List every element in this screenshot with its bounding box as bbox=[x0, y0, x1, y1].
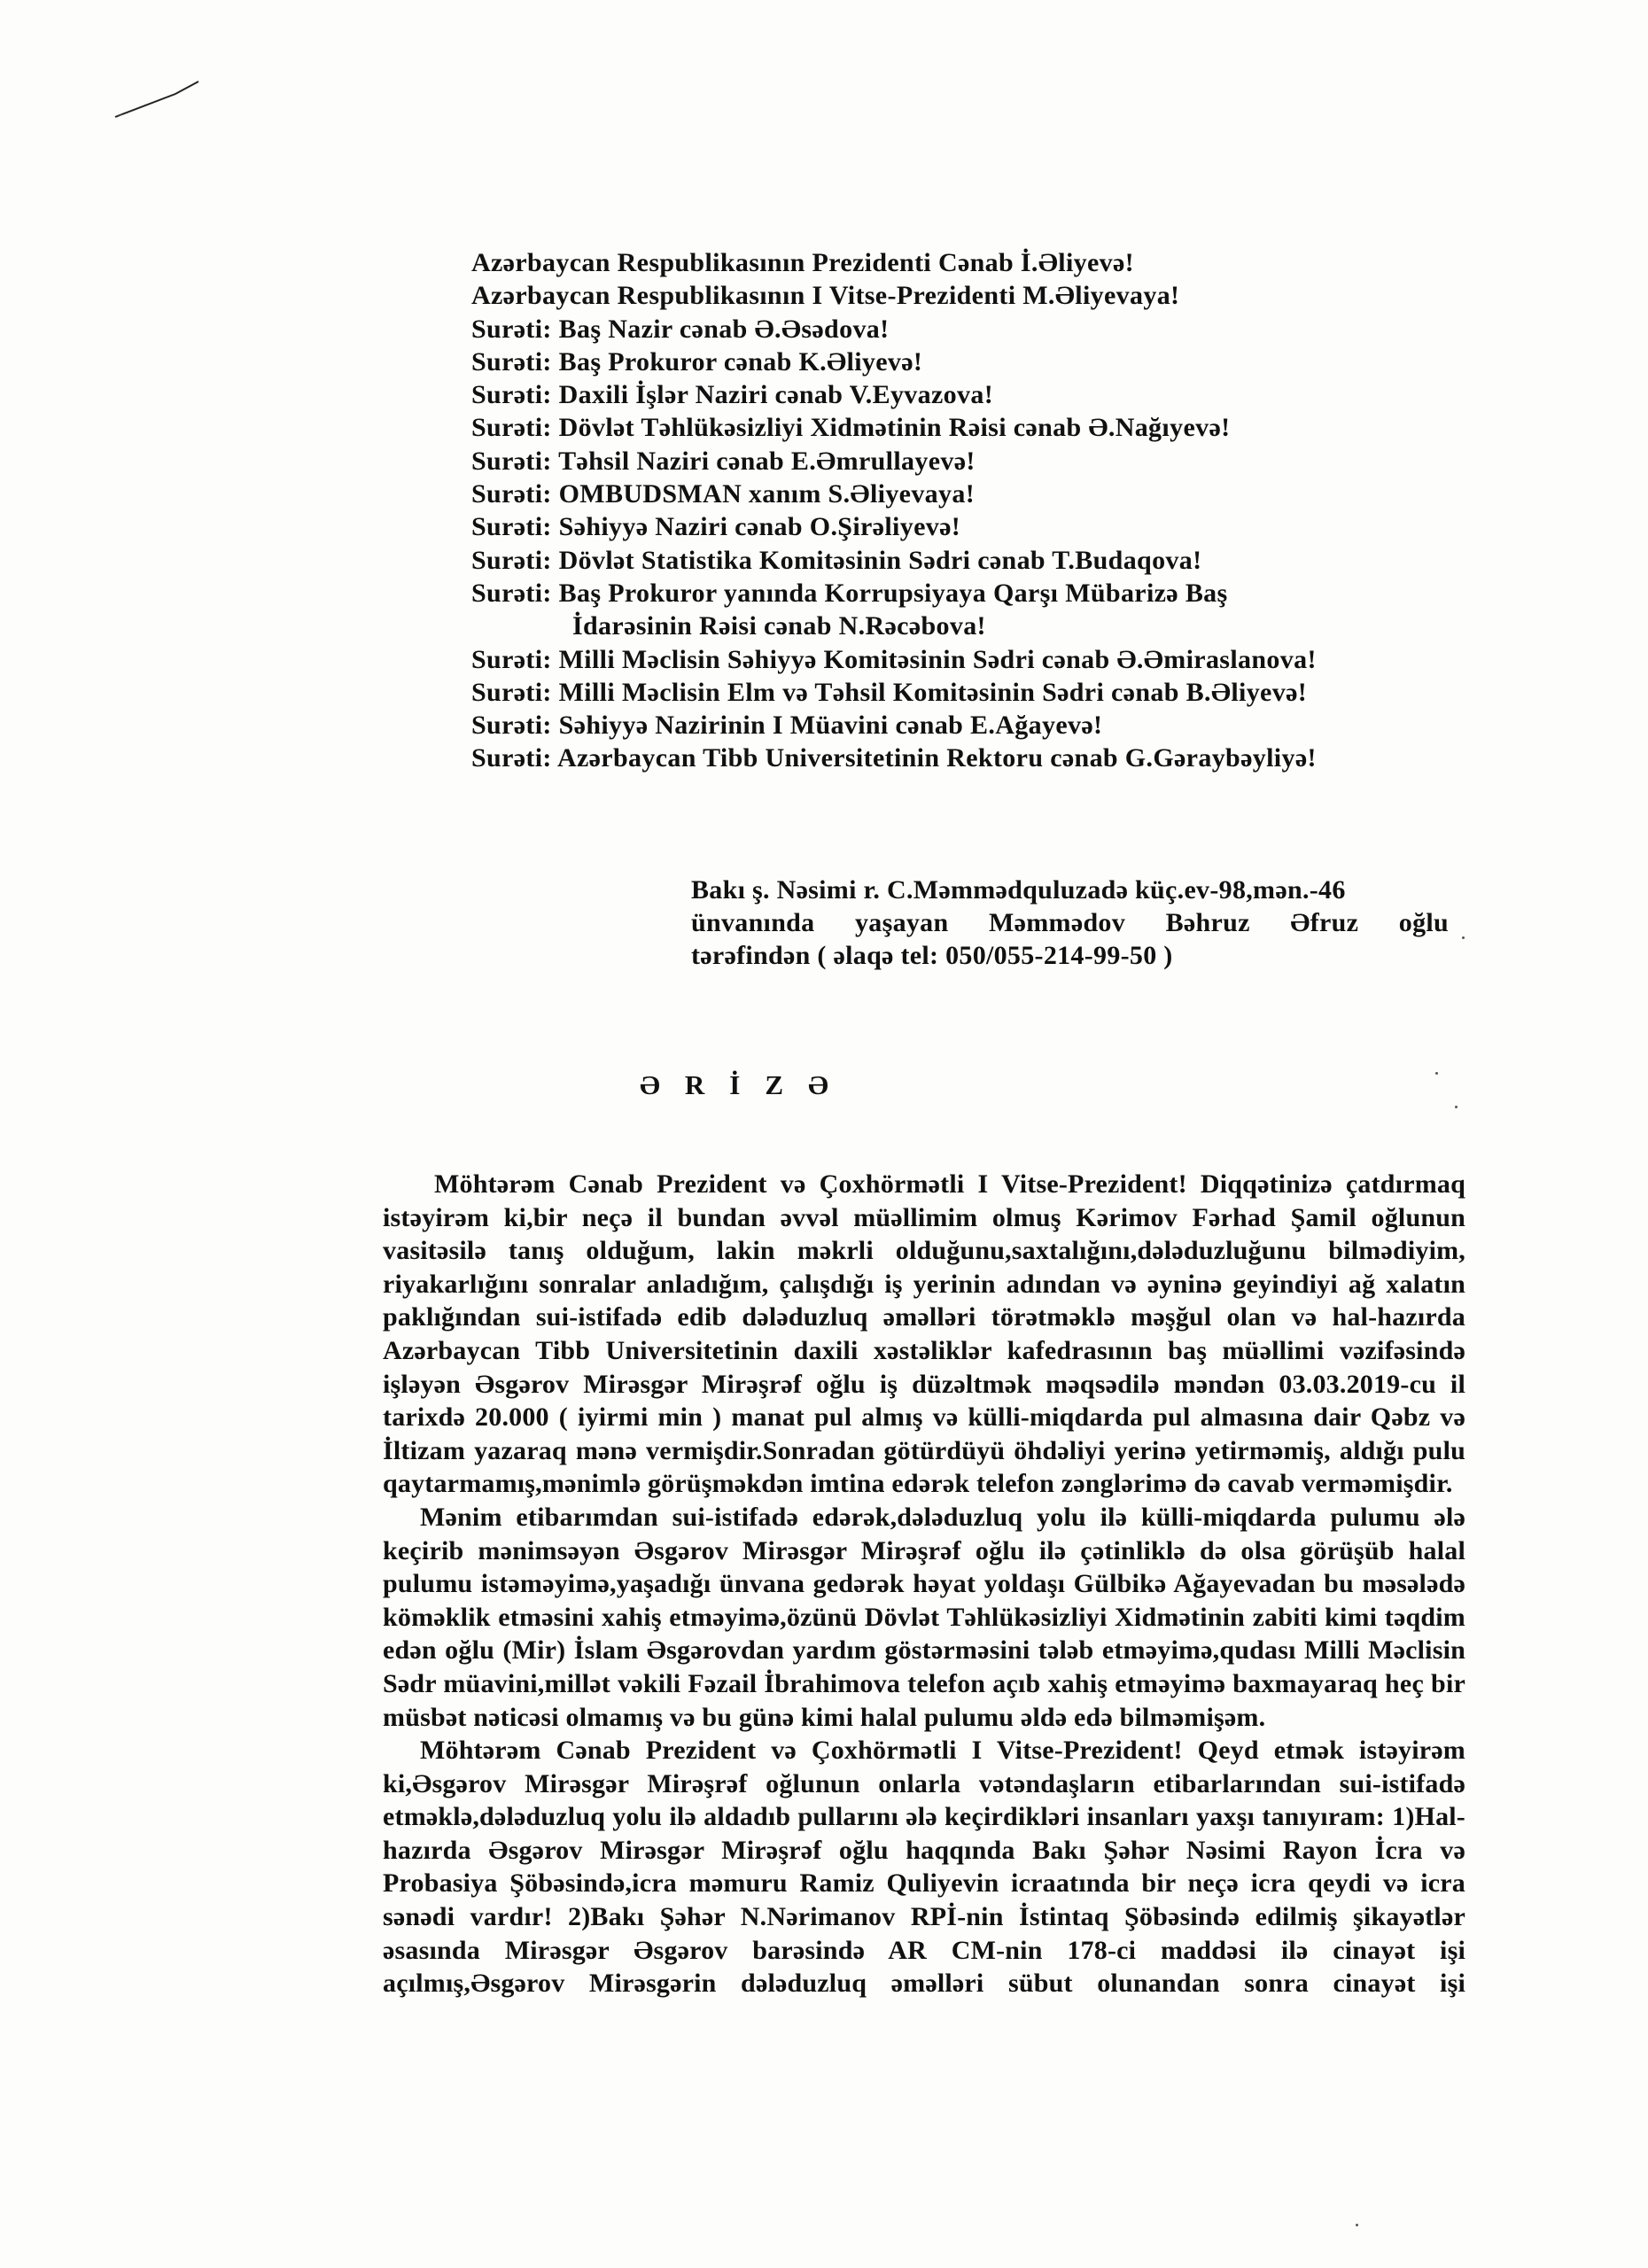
scan-speck bbox=[1435, 1072, 1438, 1075]
body-line: Sədr müavini,millət vəkili Fəzail İbrahimova telefon açıb xahiş etməyimə baxmayaraq heç bir bbox=[383, 1668, 1465, 1698]
body-line: Möhtərəm Cənab Prezident və Çoxhörmətli I Vitse-Prezident! Diqqətinizə çatdırmaq bbox=[434, 1169, 1465, 1199]
body-line: hazırda Əsgərov Mirəsgər Mirəşrəf oğlu haqqında Bakı Şəhər Nəsimi Rayon İcra və bbox=[383, 1835, 1465, 1865]
addressee-line: Surəti: Səhiyyə Naziri cənab O.Şirəliyevə! bbox=[471, 512, 961, 542]
sender-contact: tərəfindən ( əlaqə tel: 050/055-214-99-50 ) bbox=[691, 941, 1173, 970]
body-line: əsasında Mirəsgər Əsgərov barəsində AR CM-nin 178-ci maddəsi ilə cinayət işi bbox=[383, 1935, 1465, 1965]
body-line: müsbət nəticəsi olmamış və bu günə kimi halal pulumu əldə edə bilməmişəm. bbox=[383, 1702, 1266, 1732]
body-line: Mənim etibarımdan sui-istifadə edərək,dələduzluq yolu ilə külli-miqdarda pulumu ələ bbox=[420, 1502, 1465, 1532]
body-line: açılmış,Əsgərov Mirəsgərin dələduzluq əməlləri sübut olunandan sonra cinayət işi bbox=[383, 1969, 1465, 1999]
body-line: edən oğlu (Mir) İslam Əsgərovdan yardım göstərməsini tələb etməyimə,qudası Milli Məclisin bbox=[383, 1635, 1465, 1666]
addressee-line: Surəti: Azərbaycan Tibb Universitetinin Rektoru cənab G.Gəraybəyliyə! bbox=[471, 743, 1317, 773]
scan-speck bbox=[1462, 936, 1465, 939]
body-line: riyakarlığını sonralar anladığım, çalışdığı iş yerinin adından və əyninə geyindiyi ağ xalatın bbox=[383, 1269, 1465, 1299]
sender-address: Bakı ş. Nəsimi r. C.Məmmədquluzadə küç.ev-98,mən.-46 bbox=[691, 875, 1346, 905]
body-line: köməklik etməsini xahiş etməyimə,özünü Dövlət Təhlükəsizliyi Xidmətinin zabiti kimi təqdim bbox=[383, 1602, 1465, 1632]
pen-stroke-mark bbox=[113, 78, 202, 122]
addressee-line: Surəti: Baş Nazir cənab Ə.Əsədova! bbox=[471, 314, 890, 344]
body-line: etməklə,dələduzluq yolu ilə aldadıb pullarını ələ keçirdikləri insanları yaxşı tanıyıram: 1)Hal- bbox=[383, 1802, 1465, 1832]
body-line: işləyən Əsgərov Mirəsgər Mirəşrəf oğlu iş düzəltmək məqsədilə məndən 03.03.2019-cu il bbox=[383, 1369, 1465, 1399]
addressee-line: Surəti: Səhiyyə Nazirinin I Müavini cənab E.Ağayevə! bbox=[471, 711, 1103, 741]
body-line: pulumu istəməyimə,yaşadığı ünvana gedərək həyat yoldaşı Gülbikə Ağayevadan bu məsələdə bbox=[383, 1569, 1465, 1599]
sender-block bbox=[691, 874, 1489, 972]
scan-speck bbox=[1455, 1106, 1458, 1108]
addressee-line: Surəti: Milli Məclisin Səhiyyə Komitəsinin Sədri cənab Ə.Əmiraslanova! bbox=[471, 644, 1317, 674]
document-body bbox=[383, 1168, 1465, 2000]
body-line: sənədi vardır! 2)Bakı Şəhər N.Nərimanov RPİ-nin İstintaq Şöbəsində edilmiş şikayətlər bbox=[383, 1902, 1465, 1932]
addressee-line: Azərbaycan Respublikasının I Vitse-Prezidenti M.Əliyevaya! bbox=[471, 281, 1180, 311]
sender-name: ünvanında yaşayan Məmmədov Bəhruz Əfruz oğlu bbox=[691, 908, 1449, 937]
addressee-line: Surəti: OMBUDSMAN xanım S.Əliyevaya! bbox=[471, 479, 976, 509]
addressee-line: Surəti: Dövlət Təhlükəsizliyi Xidmətinin Rəisi cənab Ə.Nağıyevə! bbox=[471, 413, 1231, 443]
addressee-block bbox=[471, 246, 1499, 775]
body-line: Probasiya Şöbəsində,icra məmuru Ramiz Quliyevin icraatında bir neçə icra qeydi və icra bbox=[383, 1868, 1465, 1899]
body-line: Azərbaycan Tibb Universitetinin daxili xəstəliklər kafedrasının baş müəllimi vəzifəsində bbox=[383, 1335, 1465, 1365]
addressee-line: Surəti: Təhsil Naziri cənab E.Əmrullayevə! bbox=[471, 446, 976, 476]
body-line: paklığından sui-istifadə edib dələduzluq əməlləri törətməklə məşğul olan və hal-hazırda bbox=[383, 1302, 1465, 1332]
body-line: İltizam yazaraq mənə vermişdir.Sonradan götürdüyü öhdəliyi yerinə yetirməmiş, aldığı pulu bbox=[383, 1435, 1465, 1465]
body-line: vasitəsilə tanış olduğum, lakin məkrli olduğunu,saxtalığını,dələduzluğunu bilmədiyim, bbox=[383, 1236, 1465, 1266]
scan-speck bbox=[1356, 2224, 1358, 2226]
body-line: Möhtərəm Cənab Prezident və Çoxhörmətli I Vitse-Prezident! Qeyd etmək istəyirəm bbox=[420, 1736, 1465, 1766]
document-title: ƏRİZƏ bbox=[640, 1069, 853, 1100]
addressee-line: Surəti: Milli Məclisin Elm və Təhsil Komitəsinin Sədri cənab B.Əliyevə! bbox=[471, 677, 1308, 707]
addressee-line: Surəti: Daxili İşlər Naziri cənab V.Eyvazova! bbox=[471, 380, 994, 410]
body-line: tarixdə 20.000 ( iyirmi min ) manat pul almış və külli-miqdarda pul almasına dair Qəbz və bbox=[383, 1402, 1465, 1433]
addressee-line-continuation: İdarəsinin Rəisi cənab N.Rəcəbova! bbox=[572, 611, 986, 641]
body-line: keçirib mənimsəyən Əsgərov Mirəsgər Mirəşrəf oğlu ilə çətinliklə də olsa görüşüb halal bbox=[383, 1535, 1465, 1565]
body-line: ki,Əsgərov Mirəsgər Mirəşrəf oğlunun onlarla vətəndaşların etibarlarından sui-istifadə bbox=[383, 1768, 1465, 1798]
body-line: qaytarmamış,mənimlə görüşməkdən imtina edərək telefon zənglərimə də cavab verməmişdir. bbox=[383, 1469, 1453, 1499]
addressee-line: Surəti: Baş Prokuror yanında Korrupsiyaya Qarşı Mübarizə Baş bbox=[471, 578, 1228, 608]
addressee-line: Surəti: Baş Prokuror cənab K.Əliyevə! bbox=[471, 346, 923, 377]
addressee-line: Surəti: Dövlət Statistika Komitəsinin Sədri cənab T.Budaqova! bbox=[471, 545, 1202, 575]
body-line: istəyirəm ki,bir neçə il bundan əvvəl müəllimim olmuş Kərimov Fərhad Şamil oğlunun bbox=[383, 1202, 1465, 1232]
addressee-line: Azərbaycan Respublikasının Prezidenti Cənab İ.Əliyevə! bbox=[471, 248, 1135, 277]
